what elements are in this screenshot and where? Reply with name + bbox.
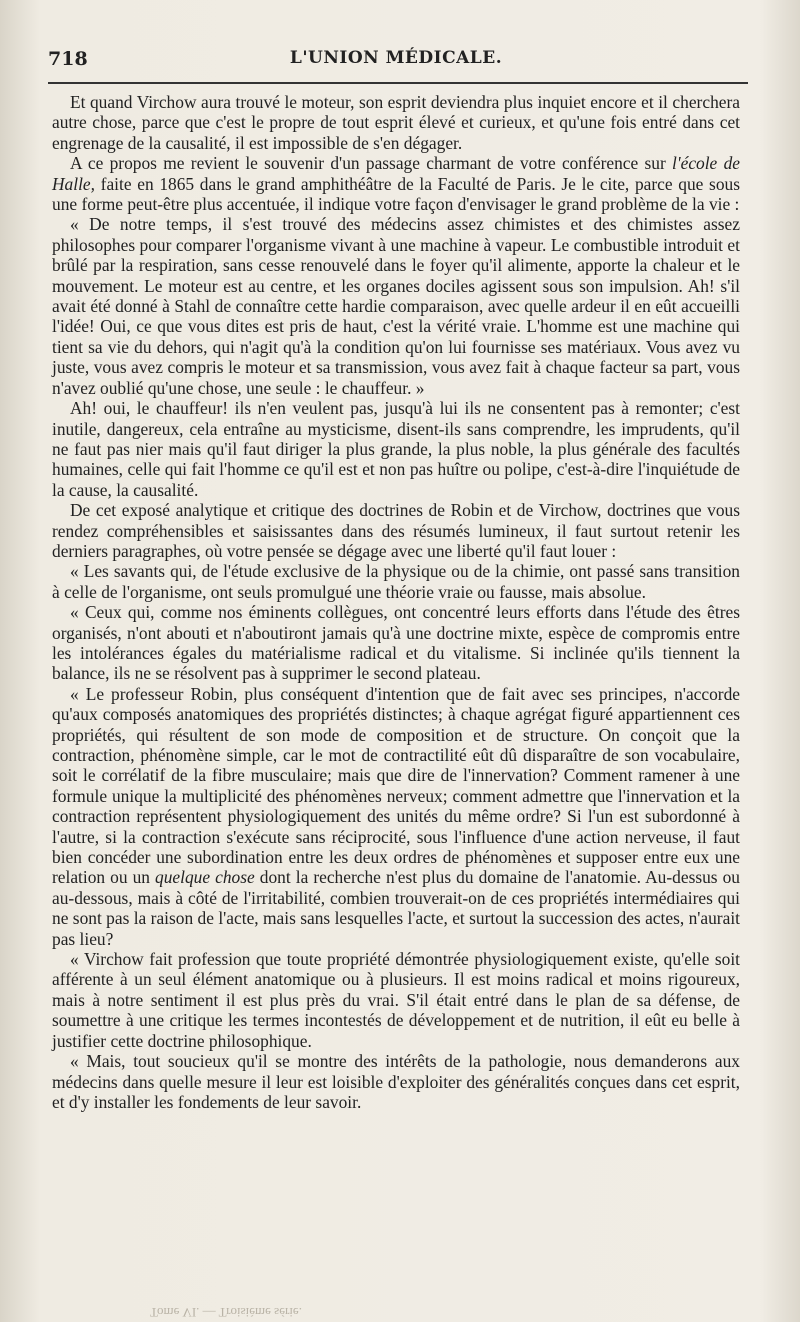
paragraph-text: Ah! oui, le chauffeur! ils n'en veulent pas, jusqu'à lui ils ne consentent pas à remonter; c'est inutile, dangereux, cela entraîne au mysticisme, disent-ils sans comprendre, les imprudents, qu'il ne faut pas nier mais qu'il faut diriger la plus grande, la plus noble, la plus générale des facultés humaines, celle qui fait l'homme ce qu'il est et non pas huître ou polipe, c'est-à-dire l'inquiétude de la cause, la causalité. (52, 398, 740, 500)
page-header (48, 46, 744, 86)
page-number: 718 (48, 48, 88, 70)
paragraph-text: « Mais, tout soucieux qu'il se montre des intérêts de la pathologie, nous demanderons aux médecins dans quelle mesure il leur est loisible d'exploiter des généralités conçues dans cet esprit, et d'y installer les fondements de leur savoir. (52, 1051, 740, 1112)
paragraph (52, 561, 740, 602)
paragraph (52, 398, 740, 500)
paragraph (52, 949, 740, 1051)
paragraph (52, 1051, 740, 1112)
paragraph-text: A ce propos me revient le souvenir d'un passage charmant de votre conférence sur (70, 153, 673, 174)
italic-text: quelque chose (155, 867, 255, 888)
paragraph-text: « De notre temps, il s'est trouvé des médecins assez chimistes et des chimistes assez philosophes pour comparer l'organisme vivant à une machine à vapeur. Le combustible introduit et brûlé par la respiration, sans cesse renouvelé dans le foyer qu'il alimente, apporte la chaleur et le mouvement. Le moteur est au centre, et les organes dociles agissent sous son impulsion. Ah! s'il avait été donné à Stahl de connaître cette hardie comparaison, avec quelle ardeur il en eût accueilli l'idée! Oui, ce que vous dites est pris de haut, c'est la vérité vraie. L'homme est une machine qui tient sa vie du dehors, qui n'agit qu'à la condition qu'on lui fournisse ses matériaux. Vous avez vu juste, vous avez compris le moteur et sa transmission, vous avez fait à chaque facteur sa part, vous n'avez oublié qu'une chose, une seule : le chauffeur. » (52, 214, 740, 398)
header-rule (48, 82, 748, 84)
italic-text: l'école de Halle, (52, 153, 740, 194)
running-title: L'UNION MÉDICALE. (289, 48, 503, 68)
paragraph-text: Et quand Virchow aura trouvé le moteur, son esprit deviendra plus inquiet encore et il cherchera autre chose, parce que c'est le propre de tout esprit élevé et curieux, et qu'une fois entré dans cet engrenage de la causalité, il est impossible de s'en dégager. (52, 92, 740, 153)
bleed-through-footer: Tome VI. — Troisième série. (150, 1305, 302, 1320)
paragraph (52, 602, 740, 684)
paragraph-text: « Virchow fait profession que toute propriété démontrée physiologiquement existe, qu'elle soit afférente à un seul élément anatomique ou à plusieurs. Il est moins radical et moins rigoureux, mais à notre sentiment il est plus près du vrai. S'il était entré dans le plan de sa défense, de soumettre à une critique les termes incontestés de développement et de nutrition, il eût eu belle à justifier cette doctrine philosophique. (52, 949, 740, 1051)
paragraph-text: « Les savants qui, de l'étude exclusive de la physique ou de la chimie, ont passé sans transition à celle de l'organisme, ont seuls promulgué une théorie vraie ou fausse, mais absolue. (52, 561, 740, 602)
paragraph (52, 214, 740, 398)
paragraph (52, 153, 740, 214)
paragraph (52, 684, 740, 949)
body-text (52, 92, 740, 1112)
paragraph-text: « Le professeur Robin, plus conséquent d'intention que de fait avec ses principes, n'accorde qu'aux composés anatomiques des propriétés distinctes; à chaque agrégat figuré appartiennent ces propriétés, qui résultent de son mode de composition et de structure. On conçoit que la contraction, phénomène simple, car le mot de contractilité eût dû disparaître de son vocabulaire, soit le corrélatif de la fibre musculaire; mais que dire de l'innervation? Comment ramener à une formule unique la multiplicité des phénomènes nerveux; comment admettre que l'innervation et la contraction représentent physiologiquement des unités du même ordre? Si l'un est subordonné à l'autre, si la contraction s'exécute sans réciprocité, sous l'influence d'une action nerveuse, il faut bien concéder une subordination entre les deux ordres de phénomènes et supposer entre eux une relation ou un (52, 683, 740, 888)
paragraph-text: De cet exposé analytique et critique des doctrines de Robin et de Virchow, doctrines que vous rendez compréhensibles et saisissantes dans des résumés lumineux, il faut surtout retenir les derniers paragraphes, où votre pensée se dégage avec une liberté qu'il faut louer : (52, 500, 740, 561)
paragraph (52, 500, 740, 561)
paragraph-text: faite en 1865 dans le grand amphithéâtre de la Faculté de Paris. Je le cite, parce que sous une forme peut-être plus accentuée, il indique votre façon d'envisager le grand problème de la vie : (52, 173, 740, 215)
paragraph (52, 92, 740, 153)
paragraph-text: « Ceux qui, comme nos éminents collègues, ont concentré leurs efforts dans l'étude des êtres organisés, n'ont abouti et n'aboutiront jamais qu'à une doctrine mixte, espèce de compromis entre les intolérances égales du matérialisme radical et du vitalisme. Si inclinée qu'ils tiennent la balance, ils ne se résolvent pas à supprimer le second plateau. (52, 602, 740, 684)
paragraph-text: dont la recherche n'est plus du domaine de l'anatomie. Au-dessus ou au-dessous, mais à côté de l'irritabilité, combien trouverait-on de ces propriétés intermédiaires qui ne sont pas la raison de l'acte, mais sans lesquelles l'acte, et surtout la succession des actes, n'aurait pas lieu? (52, 867, 740, 949)
